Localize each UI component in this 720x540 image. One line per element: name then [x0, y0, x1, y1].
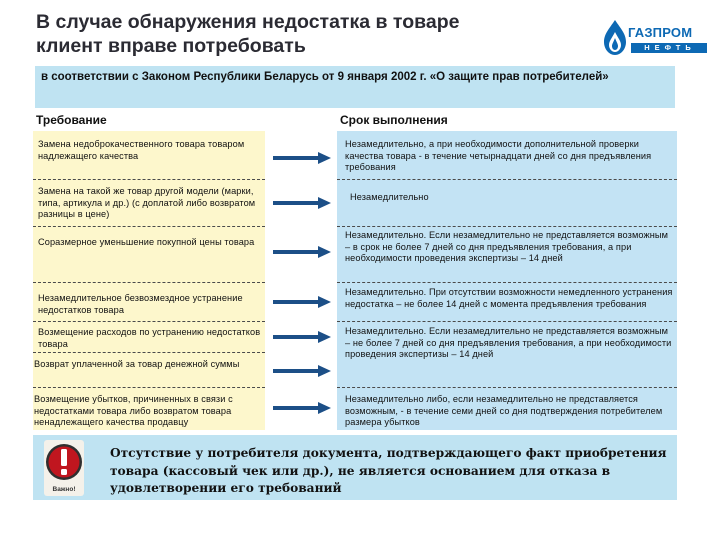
requirement-cell: Незамедлительное безвозмездное устранение недостатков товара [38, 293, 243, 315]
row-separator [33, 387, 265, 388]
arrow-right-icon [273, 401, 331, 415]
law-reference: в соответствии с Законом Республики Беларусь от 9 января 2002 г. «О защите прав потребителей» [35, 66, 675, 108]
deadline-cell: Незамедлительно [350, 192, 429, 202]
deadline-cell: Незамедлительно либо, если незамедлительно не представляется возможным, - в течение семи дней со дня подтверждения потребителем размера убытков [345, 394, 663, 428]
requirement-cell: Возмещение расходов по устранению недостатков товара [38, 327, 261, 349]
warning-icon-label: Важно! [52, 486, 76, 493]
deadline-column-header: Срок выполнения [340, 113, 448, 127]
logo-subtext: НЕФТЬ [631, 43, 707, 53]
row-separator [33, 179, 265, 180]
row-separator [33, 226, 265, 227]
warning-text: Отсутствие у потребителя документа, подтверждающего факт приобретения товара (кассовый чек или др.), не является основанием для отказа в удовлетворении его требований [110, 446, 667, 495]
warning-icon [44, 440, 84, 496]
row-separator [337, 387, 677, 388]
row-separator [337, 321, 677, 322]
page-title-line-1: В случае обнаружения недостатка в товаре [36, 11, 460, 33]
deadlines-panel [337, 131, 677, 430]
row-separator [33, 282, 265, 283]
flame-icon [600, 18, 630, 58]
row-separator [337, 282, 677, 283]
deadline-cell: Незамедлительно. Если незамедлительно не представляется возможным – не более 7 дней со дня предъявления требования, а при необходимости проведения экспертизы – 14 дней [345, 326, 672, 360]
logo-text: ГАЗПРОМ [628, 25, 693, 40]
arrow-right-icon [273, 330, 331, 344]
deadline-cell: Незамедлительно. При отсутствии возможности немедленного устранения недостатка – не более 14 дней с момента предъявления требования [345, 287, 673, 309]
row-separator [337, 226, 677, 227]
arrow-right-icon [273, 151, 331, 165]
requirement-column-header: Требование [36, 113, 107, 127]
row-separator [33, 321, 265, 322]
gazprom-neft-logo [600, 18, 712, 60]
arrow-right-icon [273, 196, 331, 210]
requirement-cell: Замена недоброкачественного товара товаром надлежащего качества [38, 139, 245, 161]
requirement-cell: Возмещение убытков, причиненных в связи с недостатками товара либо возвратом товара ненадлежащего качества продавцу [34, 394, 233, 428]
deadline-cell: Незамедлительно, а при необходимости дополнительной проверки качества товара - в течение четырнадцати дней со дня предъявления требования [345, 139, 652, 173]
arrow-right-icon [273, 364, 331, 378]
arrow-right-icon [273, 245, 331, 259]
row-separator [33, 352, 265, 353]
page-title [36, 10, 596, 58]
requirement-cell: Замена на такой же товар другой модели (марки, типа, артикула и др.) (с доплатой либо возвратом разницы в цене) [38, 186, 256, 220]
requirements-panel [33, 131, 265, 430]
deadline-cell: Незамедлительно. Если незамедлительно не представляется возможным – в срок не более 7 дней со дня предъявления требования, а при необходимости проведения экспертизы – 14 дней [345, 230, 669, 264]
page-title-line-2: клиент вправе потребовать [36, 35, 306, 57]
requirement-cell: Возврат уплаченной за товар денежной суммы [34, 359, 240, 369]
arrow-right-icon [273, 295, 331, 309]
requirement-cell: Соразмерное уменьшение покупной цены товара [38, 237, 255, 247]
row-separator [337, 179, 677, 180]
